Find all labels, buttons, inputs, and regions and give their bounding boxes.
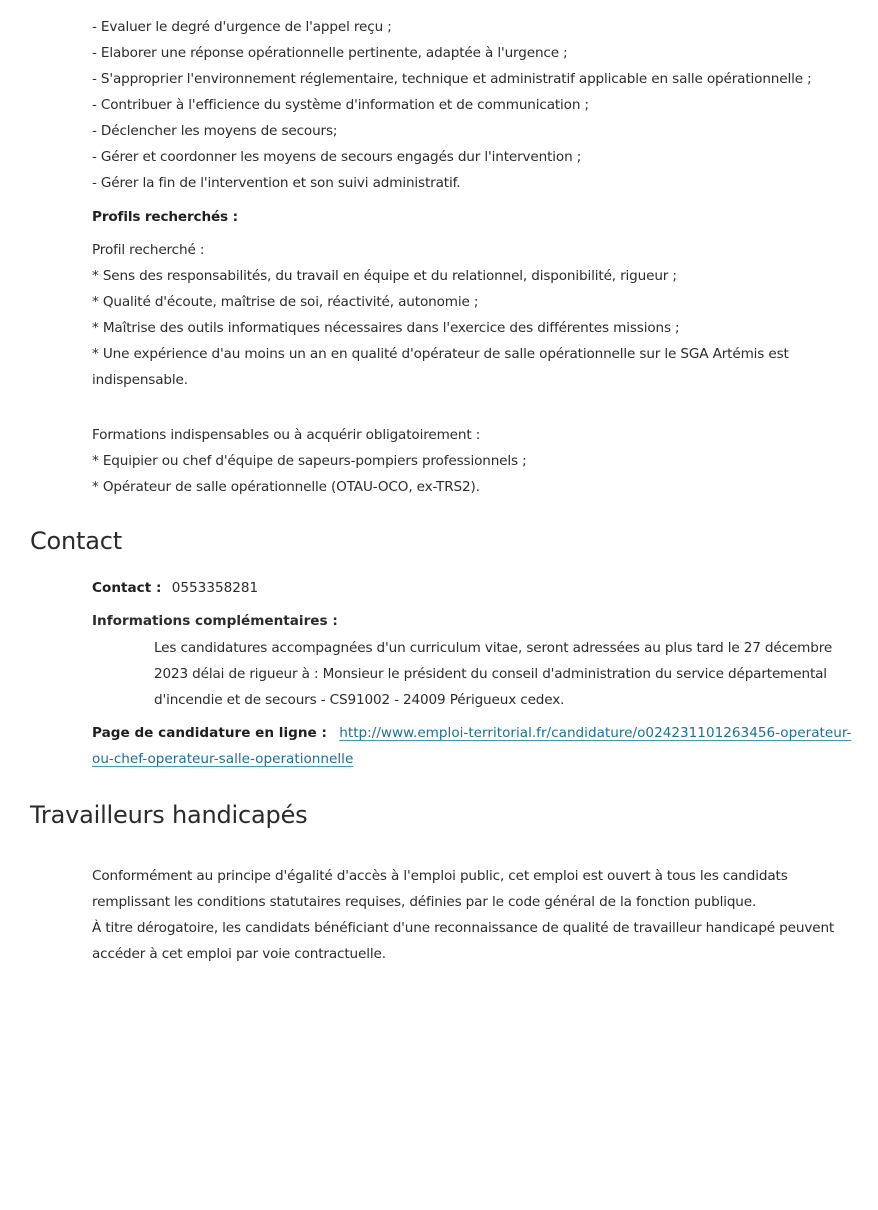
contact-section-title: Contact [30, 527, 122, 555]
list-item: - Gérer et coordonner les moyens de secours engagés dur l'intervention ; [92, 149, 582, 165]
list-item: * Qualité d'écoute, maîtrise de soi, réactivité, autonomie ; [92, 294, 479, 310]
contact-label: Contact : [92, 580, 162, 596]
paragraph-line: Conformément au principe d'égalité d'accès à l'emploi public, cet emploi est ouvert à tous les candidats [92, 868, 788, 884]
profils-block [92, 237, 862, 393]
profils-heading: Profils recherchés : [92, 209, 238, 225]
list-item: - Elaborer une réponse opérationnelle pertinente, adaptée à l'urgence ; [92, 45, 568, 61]
list-item: - Déclencher les moyens de secours; [92, 123, 338, 139]
contact-row [92, 575, 258, 601]
list-item: * Maîtrise des outils informatiques nécessaires dans l'exercice des différentes missions ; [92, 320, 680, 336]
info-line: Les candidatures accompagnées d'un curriculum vitae, seront adressées au plus tard le 27 décembre [154, 640, 833, 656]
list-item: - Evaluer le degré d'urgence de l'appel reçu ; [92, 19, 392, 35]
online-application [92, 720, 862, 772]
list-item: * Equipier ou chef d'équipe de sapeurs-pompiers professionnels ; [92, 453, 527, 469]
info-label: Informations complémentaires : [92, 613, 338, 629]
info-line: d'incendie et de secours - CS91002 - 24009 Périgueux cedex. [154, 692, 565, 708]
handicap-section-title: Travailleurs handicapés [30, 801, 308, 829]
handicap-text [92, 863, 862, 967]
missions-list [92, 14, 862, 196]
paragraph-line: accéder à cet emploi par voie contractuelle. [92, 946, 386, 962]
list-item: - S'approprier l'environnement réglementaire, technique et administratif applicable en salle opérationnelle ; [92, 71, 812, 87]
list-item: * Une expérience d'au moins un an en qualité d'opérateur de salle opérationnelle sur le SGA Artémis est [92, 346, 789, 362]
paragraph-line: remplissant les conditions statutaires requises, définies par le code général de la fonction publique. [92, 894, 757, 910]
paragraph-line: À titre dérogatoire, les candidats bénéficiant d'une reconnaissance de qualité de travailleur handicapé peuvent [92, 920, 835, 936]
profils-intro: Profil recherché : [92, 242, 205, 258]
application-link-continuation[interactable]: ou-chef-operateur-salle-operationnelle [92, 751, 354, 767]
info-text [154, 635, 859, 713]
formations-intro: Formations indispensables ou à acquérir obligatoirement : [92, 427, 481, 443]
list-item-continuation: indispensable. [92, 372, 188, 388]
application-link[interactable]: http://www.emploi-territorial.fr/candidature/o024231101263456-operateur- [339, 725, 852, 741]
list-item: - Contribuer à l'efficience du système d'information et de communication ; [92, 97, 589, 113]
list-item: * Opérateur de salle opérationnelle (OTAU-OCO, ex-TRS2). [92, 479, 480, 495]
contact-phone: 0553358281 [171, 580, 259, 596]
info-line: 2023 délai de rigueur à : Monsieur le président du conseil d'administration du service départemental [154, 666, 827, 682]
formations-block [92, 422, 862, 500]
list-item: - Gérer la fin de l'intervention et son suivi administratif. [92, 175, 461, 191]
list-item: * Sens des responsabilités, du travail en équipe et du relationnel, disponibilité, rigueur ; [92, 268, 677, 284]
online-label: Page de candidature en ligne : [92, 725, 327, 741]
